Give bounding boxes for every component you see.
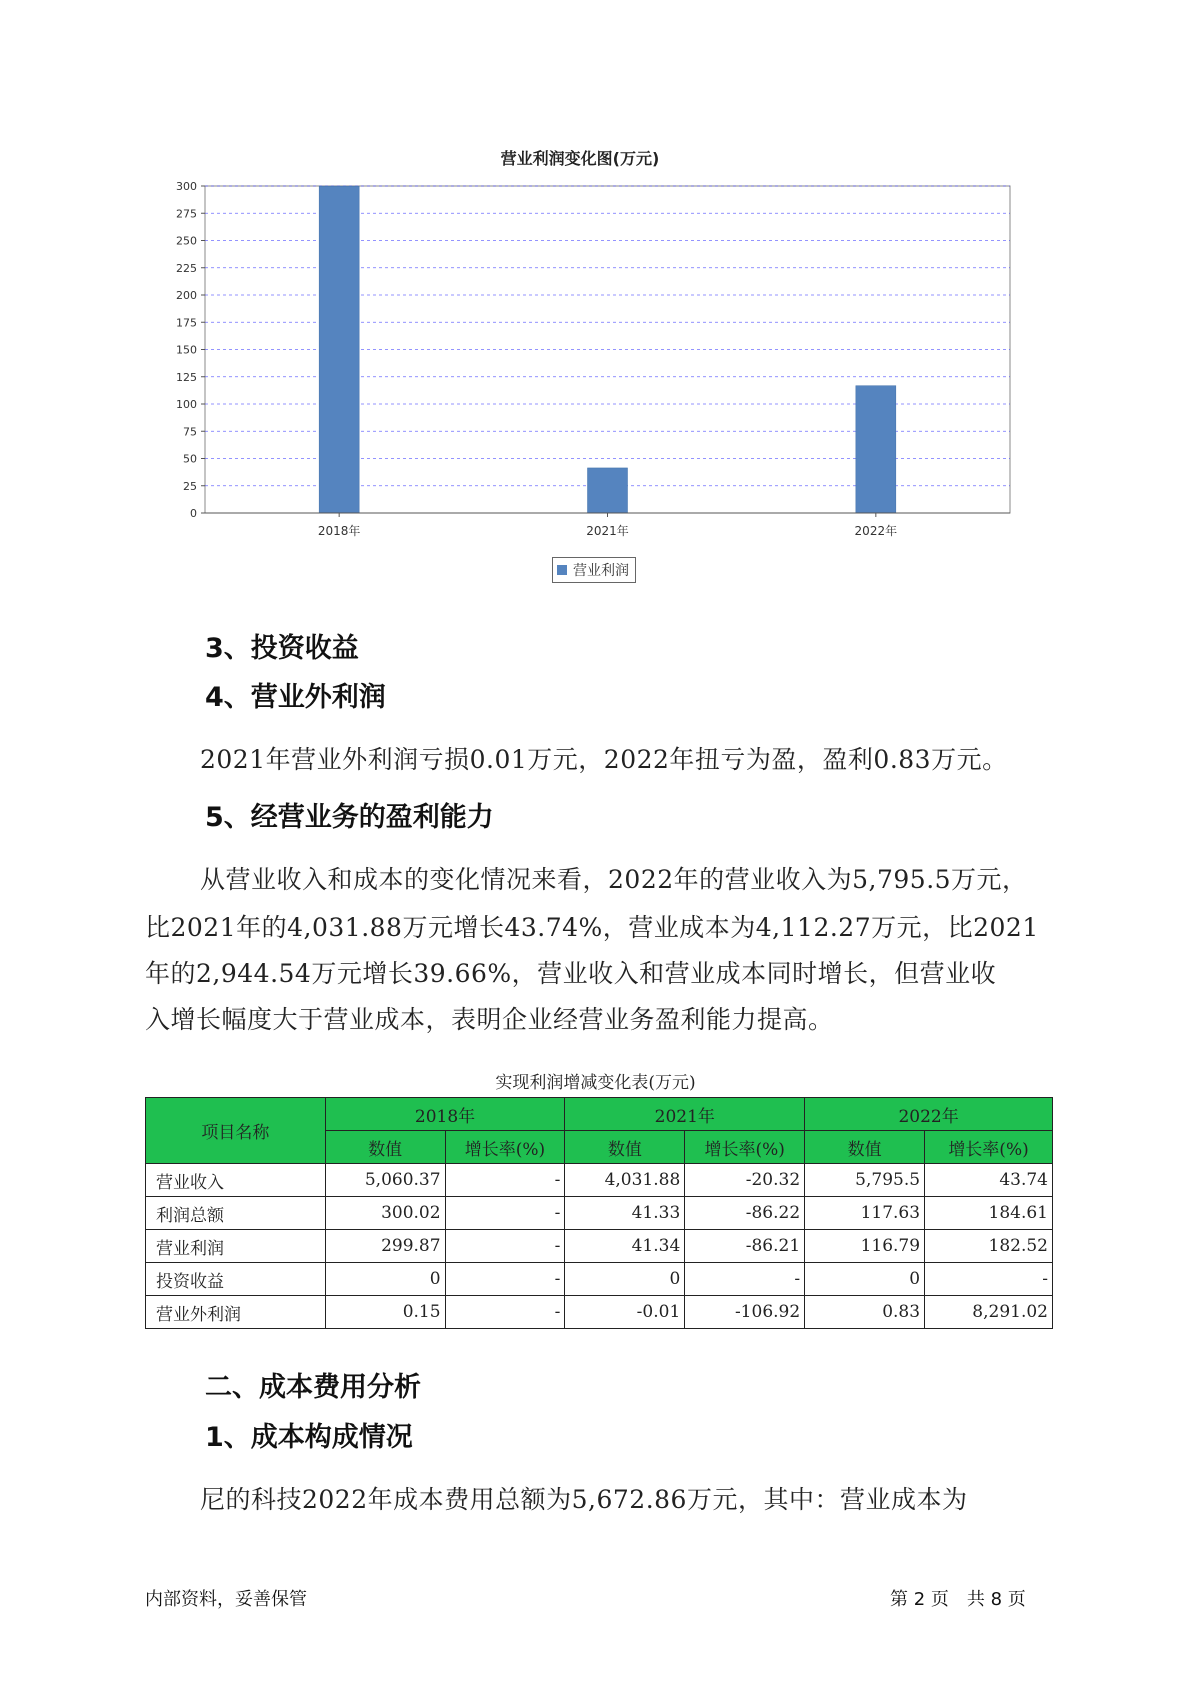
row-label: 营业利润 <box>146 1230 326 1263</box>
table-row <box>146 1164 1053 1197</box>
bar <box>588 468 628 513</box>
table-row <box>146 1296 1053 1329</box>
profit-change-table <box>145 1097 1053 1329</box>
paragraph-profitability-line2: 比2021年的4,031.88万元增长43.74%，营业成本为4,112.27万元，比2021 <box>145 913 1039 942</box>
cell: 116.79 <box>805 1230 925 1263</box>
footer-confidential: 内部资料，妥善保管 <box>145 1589 307 1610</box>
heading-non-operating-profit: 4、营业外利润 <box>205 682 386 713</box>
heading-cost-composition: 1、成本构成情况 <box>205 1422 413 1453</box>
bar <box>856 386 896 513</box>
cell: 5,795.5 <box>805 1164 925 1197</box>
chart-title: 营业利润变化图(万元) <box>500 149 660 168</box>
bar <box>319 186 359 513</box>
heading-investment-income: 3、投资收益 <box>205 633 359 664</box>
header-value: 数值 <box>805 1131 925 1164</box>
table-row <box>146 1197 1053 1230</box>
cell: 299.87 <box>325 1230 445 1263</box>
cell: -86.22 <box>685 1197 805 1230</box>
row-label: 营业收入 <box>146 1164 326 1197</box>
cell: 8,291.02 <box>925 1296 1053 1329</box>
x-tick-label: 2021年 <box>586 524 629 538</box>
y-tick-label: 225 <box>176 261 197 275</box>
heading-cost-analysis: 二、成本费用分析 <box>205 1372 421 1403</box>
cell: 182.52 <box>925 1230 1053 1263</box>
y-tick-label: 250 <box>176 234 197 248</box>
header-value: 数值 <box>325 1131 445 1164</box>
header-year-2021: 2021年 <box>565 1098 805 1131</box>
paragraph-profitability-line3: 年的2,944.54万元增长39.66%，营业收入和营业成本同时增长，但营业收 <box>145 959 997 988</box>
cell: - <box>925 1263 1053 1296</box>
heading-profitability: 5、经营业务的盈利能力 <box>205 802 494 833</box>
chart-canvas <box>140 140 1020 600</box>
operating-profit-chart <box>140 140 1020 600</box>
cell: 117.63 <box>805 1197 925 1230</box>
chart-legend <box>552 557 636 583</box>
table-header-row-years <box>146 1098 1053 1131</box>
cell: - <box>445 1263 565 1296</box>
legend-label: 营业利润 <box>573 563 629 579</box>
y-tick-label: 25 <box>183 479 197 493</box>
cell: -20.32 <box>685 1164 805 1197</box>
cell: 0 <box>565 1263 685 1296</box>
cell: -0.01 <box>565 1296 685 1329</box>
cell: 41.33 <box>565 1197 685 1230</box>
header-year-2022: 2022年 <box>805 1098 1053 1131</box>
cell: 300.02 <box>325 1197 445 1230</box>
y-tick-label: 200 <box>176 289 197 302</box>
cell: 4,031.88 <box>565 1164 685 1197</box>
y-tick-label: 125 <box>176 370 197 384</box>
x-tick-label: 2018年 <box>317 524 361 538</box>
cell: - <box>445 1296 565 1329</box>
cell: 0.83 <box>805 1296 925 1329</box>
row-label: 营业外利润 <box>146 1296 326 1329</box>
cell: -106.92 <box>685 1296 805 1329</box>
cell: -86.21 <box>685 1230 805 1263</box>
table-title: 实现利润增减变化表(万元) <box>495 1073 696 1093</box>
cell: 0 <box>325 1263 445 1296</box>
table-row <box>146 1230 1053 1263</box>
header-growth: 增长率(%) <box>685 1131 805 1164</box>
row-label: 利润总额 <box>146 1197 326 1230</box>
cell: 5,060.37 <box>325 1164 445 1197</box>
header-year-2018: 2018年 <box>325 1098 565 1131</box>
cell: 43.74 <box>925 1164 1053 1197</box>
cell: - <box>445 1230 565 1263</box>
cell: - <box>445 1197 565 1230</box>
paragraph-cost-composition: 尼的科技2022年成本费用总额为5,672.86万元，其中：营业成本为 <box>200 1485 968 1514</box>
paragraph-profitability-line1: 从营业收入和成本的变化情况来看，2022年的营业收入为5,795.5万元， <box>200 865 1028 894</box>
cell: 0.15 <box>325 1296 445 1329</box>
y-tick-label: 75 <box>183 425 197 439</box>
y-tick-label: 50 <box>183 452 197 466</box>
cell: 41.34 <box>565 1230 685 1263</box>
header-growth: 增长率(%) <box>925 1131 1053 1164</box>
footer-page-number: 第 2 页 共 8 页 <box>890 1589 1026 1610</box>
cell: - <box>445 1164 565 1197</box>
y-tick-label: 0 <box>190 507 197 520</box>
header-value: 数值 <box>565 1131 685 1164</box>
cell: 0 <box>805 1263 925 1296</box>
header-growth: 增长率(%) <box>445 1131 565 1164</box>
y-tick-label: 100 <box>176 398 197 411</box>
cell: - <box>685 1263 805 1296</box>
y-tick-label: 300 <box>176 180 197 193</box>
x-tick-label: 2022年 <box>854 524 898 538</box>
table-row <box>146 1263 1053 1296</box>
row-label: 投资收益 <box>146 1263 326 1296</box>
y-tick-label: 175 <box>176 316 197 330</box>
legend-swatch <box>557 565 567 575</box>
paragraph-profitability-line4: 入增长幅度大于营业成本，表明企业经营业务盈利能力提高。 <box>145 1005 834 1034</box>
paragraph-non-operating-profit: 2021年营业外利润亏损0.01万元，2022年扭亏为盈，盈利0.83万元。 <box>200 745 1008 774</box>
y-tick-label: 150 <box>176 343 197 357</box>
header-item-name: 项目名称 <box>146 1098 326 1164</box>
cell: 184.61 <box>925 1197 1053 1230</box>
y-tick-label: 275 <box>176 207 197 221</box>
